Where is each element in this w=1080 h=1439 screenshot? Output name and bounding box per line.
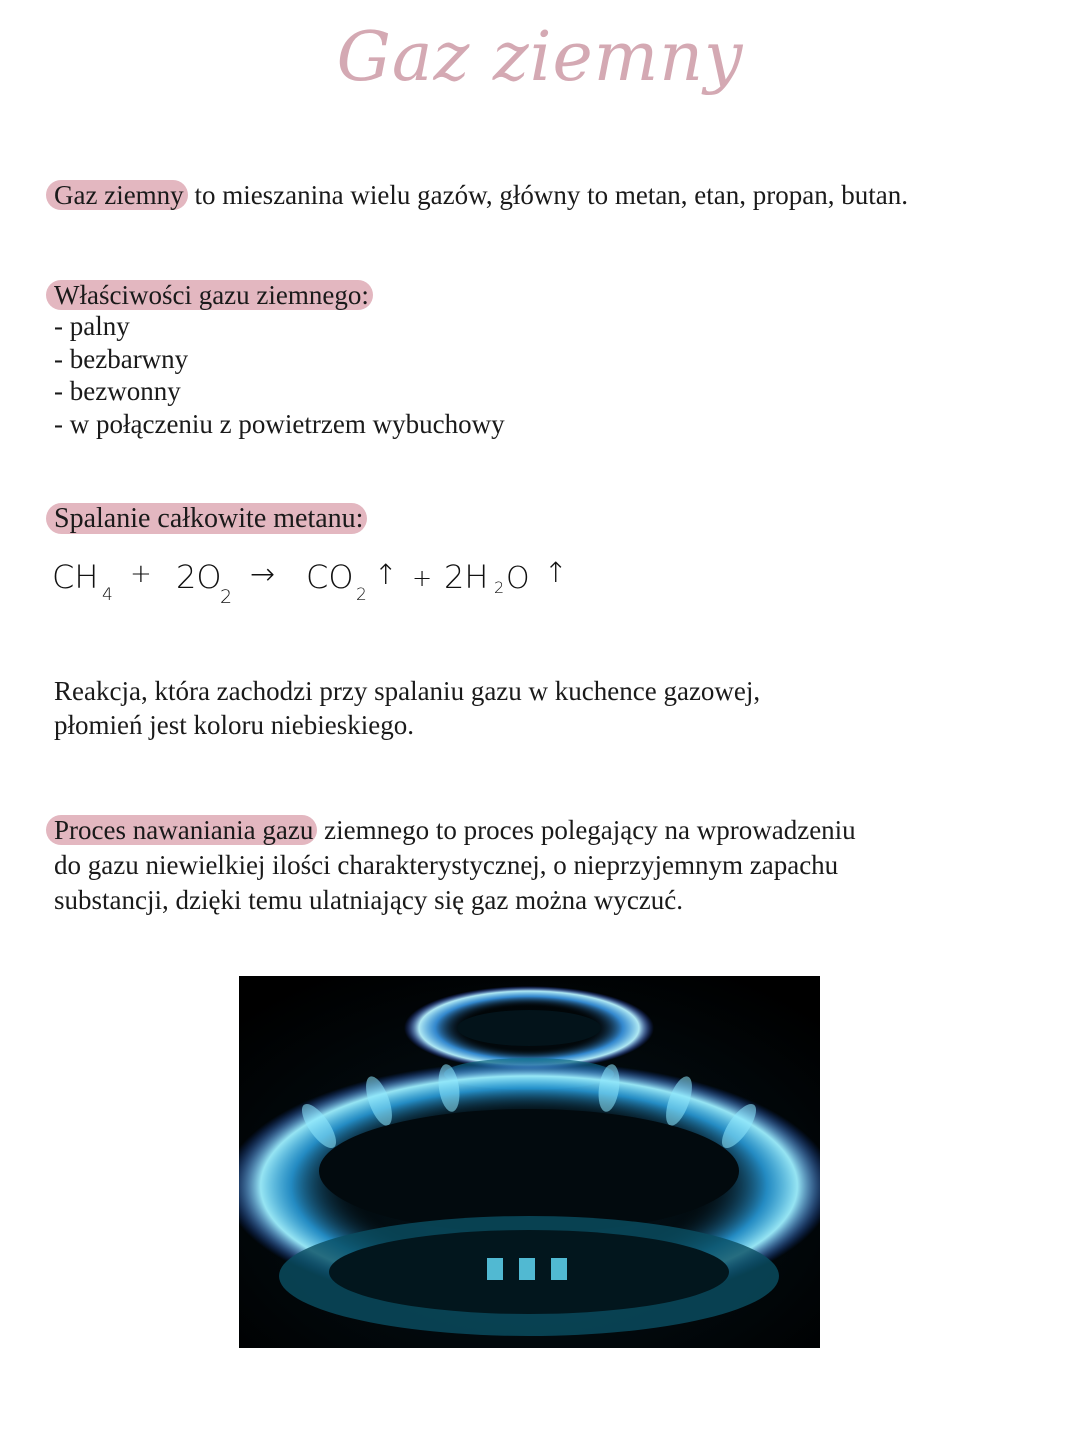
eq-plus-1: +: [130, 559, 152, 589]
odorization-line-3: substancji, dzięki temu ulatniający się gaz można wyczuć.: [54, 885, 684, 915]
eq-reactant-ch: CH: [52, 558, 99, 596]
eq-reactant-ch-sub: 4: [102, 585, 113, 605]
property-item: - bezwonny: [54, 376, 181, 406]
combustion-heading-highlight: Spalanie całkowite metanu:: [46, 503, 367, 534]
eq-up-arrow-1: ↑: [374, 558, 398, 591]
odorization-line-1: ziemnego to proces polegający na wprowadzeniu: [317, 815, 856, 845]
eq-product-h2o-sub: 2: [494, 578, 505, 597]
eq-up-arrow-2: ↑: [544, 556, 568, 589]
eq-product-h2o-b: O: [506, 561, 530, 596]
eq-reactant-o2-sub: 2: [220, 586, 233, 608]
property-item: - w połączeniu z powietrzem wybuchowy: [54, 408, 505, 439]
eq-product-co2-sub: 2: [356, 585, 367, 605]
intro-text: to mieszanina wielu gazów, główny to metan, etan, propan, butan.: [187, 180, 908, 210]
properties-list: [54, 310, 505, 440]
property-item: - palny: [54, 311, 130, 341]
property-item: - bezbarwny: [54, 343, 189, 374]
gas-burner-photo: [239, 976, 820, 1348]
reaction-paragraph: [54, 674, 760, 742]
highlight-gaz-ziemny: Gaz ziemny: [46, 180, 188, 210]
combustion-equation: [50, 548, 590, 608]
eq-reactant-o2: 2O: [176, 558, 222, 596]
eq-product-h2o-a: 2H: [444, 558, 489, 596]
highlight-nawanianie: Proces nawaniania gazu: [46, 815, 317, 845]
intro-paragraph: [54, 178, 908, 212]
eq-arrow: →: [250, 557, 276, 592]
eq-plus-2: +: [412, 564, 433, 592]
properties-heading: [54, 278, 373, 312]
odorization-paragraph: [54, 813, 856, 918]
reaction-line-2: płomień jest koloru niebieskiego.: [54, 710, 414, 740]
reaction-line-1: Reakcja, która zachodzi przy spalaniu gazu w kuchence gazowej,: [54, 676, 761, 706]
odorization-line-2: do gazu niewielkiej ilości charakterystycznej, o nieprzyjemnym zapachu: [54, 850, 839, 880]
page-title: Gaz ziemny: [336, 18, 744, 97]
properties-heading-highlight: Właściwości gazu ziemnego:: [46, 280, 373, 310]
combustion-heading: [54, 502, 367, 536]
eq-product-co2: CO: [306, 558, 354, 596]
